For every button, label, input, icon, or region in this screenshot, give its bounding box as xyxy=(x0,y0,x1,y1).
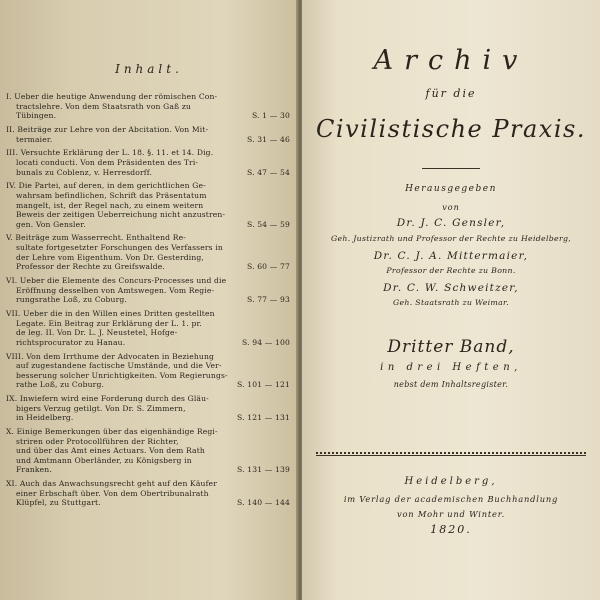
editor-name: Dr. C. J. A. Mittermaier, xyxy=(373,250,529,262)
table-of-contents xyxy=(6,92,290,512)
toc-line xyxy=(6,135,290,145)
toc-entry xyxy=(6,181,290,229)
toc-line-text: Beweis der zeitigen Ueberreichung nicht anzustren- xyxy=(16,210,226,220)
right-page-title xyxy=(302,0,600,600)
toc-line xyxy=(6,380,290,390)
issues-label: in drei Heften, xyxy=(380,362,522,373)
editor-title: Professor der Rechte zu Bonn. xyxy=(386,266,516,275)
toc-line xyxy=(6,168,290,178)
toc-line-text: termaier. xyxy=(16,134,53,144)
toc-line xyxy=(6,158,290,168)
toc-line-text: IV. Die Partei, auf deren, in dem gerichtlichen Ge- xyxy=(6,181,206,191)
toc-line xyxy=(6,262,290,272)
toc-line xyxy=(6,309,290,319)
toc-line xyxy=(6,465,290,475)
toc-entry xyxy=(6,233,290,271)
toc-entry xyxy=(6,479,290,508)
ornamental-rule xyxy=(316,452,586,454)
toc-line xyxy=(6,361,290,371)
toc-line xyxy=(6,413,290,423)
toc-line-text: III. Versuchte Erklärung der L. 18. §. 11. et 14. Dig. xyxy=(6,148,214,158)
toc-line xyxy=(6,319,290,329)
toc-line xyxy=(6,210,290,220)
toc-page-range: S. 140 — 144 xyxy=(237,498,290,508)
imprint-year: 1820. xyxy=(430,523,472,536)
toc-page-range: S. 131 — 139 xyxy=(237,465,290,475)
toc-line-text: bigers Verzug getilgt. Von Dr. S. Zimmern, xyxy=(16,403,186,413)
toc-page-range: S. 94 — 100 xyxy=(242,337,290,347)
volume-label: Dritter Band, xyxy=(387,337,515,357)
toc-line xyxy=(6,437,290,447)
herausgegeben-label: Herausgegeben xyxy=(405,184,497,194)
toc-line-text: in Heidelberg. xyxy=(16,413,74,423)
toc-page-range: S. 31 — 46 xyxy=(246,134,290,144)
contents-heading: Inhalt. xyxy=(115,62,183,76)
toc-page-range: S. 121 — 131 xyxy=(237,413,290,423)
toc-line xyxy=(6,276,290,286)
toc-line xyxy=(6,286,290,296)
editor-name: Dr. C. W. Schweitzer, xyxy=(383,282,519,294)
toc-page-range: S. 54 — 59 xyxy=(246,219,290,229)
editor-title: Geh. Justizrath und Professor der Rechte zu Heidelberg, xyxy=(330,234,572,243)
toc-entry xyxy=(6,394,290,423)
toc-line xyxy=(6,394,290,404)
imprint-publisher: im Verlag der academischen Buchhandlung xyxy=(343,494,559,504)
toc-line-text: VI. Ueber die Elemente des Concurs-Processes und die xyxy=(6,276,227,286)
toc-line-text: einer Erbschaft über. Von dem Obertribunalrath xyxy=(16,488,209,498)
toc-entry xyxy=(6,92,290,121)
editor-title: Geh. Staatsrath zu Weimar. xyxy=(392,298,510,307)
toc-line-text: VII. Ueber die in den Willen eines Dritten gestellten xyxy=(6,309,215,318)
toc-line xyxy=(6,102,290,112)
toc-line xyxy=(6,404,290,414)
toc-line-text: und Amtmann Oberländer, zu Königsberg in xyxy=(16,455,192,465)
toc-line-text: locati conducti. Von dem Präsidenten des Tri- xyxy=(16,157,199,167)
toc-page-range: S. 101 — 121 xyxy=(237,380,290,390)
toc-line-text: besserung solcher Unrichtigkeiten. Vom Regierungs- xyxy=(16,370,228,380)
toc-line xyxy=(6,243,290,253)
toc-line-text: Eröffnung desselben von Amtswegen. Vom Regie- xyxy=(16,285,215,295)
toc-line-text: Franken. xyxy=(16,465,52,475)
toc-line xyxy=(6,489,290,499)
title-fuer-die: für die xyxy=(425,87,477,100)
toc-line-text: Legate. Ein Beitrag zur Erklärung der L. 1. pr. xyxy=(16,318,202,328)
title-archiv: Archiv xyxy=(373,45,529,76)
toc-line xyxy=(6,328,290,338)
toc-line-text: I. Ueber die heutige Anwendung der römischen Con- xyxy=(6,92,218,101)
toc-line xyxy=(6,456,290,466)
toc-line-text: VIII. Von dem Irrthume der Advocaten in Beziehung xyxy=(6,351,214,361)
toc-line xyxy=(6,148,290,158)
toc-line xyxy=(6,295,290,305)
toc-line-text: Professor der Rechte zu Greifswalde. xyxy=(16,262,165,272)
toc-page-range: S. 1 — 30 xyxy=(251,111,290,121)
toc-line xyxy=(6,111,290,121)
toc-line xyxy=(6,233,290,243)
toc-page-range: S. 60 — 77 xyxy=(246,262,290,272)
editor-name: Dr. J. C. Gensler, xyxy=(396,217,506,229)
register-label: nebst dem Inhaltsregister. xyxy=(393,380,509,389)
toc-line-text: auf zugestandene factische Umstände, und die Ver- xyxy=(16,361,222,371)
toc-line xyxy=(6,253,290,263)
von-label: von xyxy=(442,203,460,212)
toc-line xyxy=(6,201,290,211)
left-page-contents xyxy=(0,0,298,600)
toc-line-text: rungsrathe Loß, zu Coburg. xyxy=(16,295,127,305)
toc-line-text: XI. Auch das Anwachsungsrecht geht auf den Käufer xyxy=(6,479,217,489)
toc-line xyxy=(6,92,290,102)
toc-line xyxy=(6,352,290,362)
toc-line-text: IX. Inwiefern wird eine Forderung durch des Gläu- xyxy=(6,394,209,404)
toc-entry xyxy=(6,148,290,177)
toc-line xyxy=(6,125,290,135)
toc-line-text: tractslehre. Von dem Staatsrath von Gaß zu xyxy=(16,101,192,111)
toc-line-text: bunals zu Coblenz, v. Herresdorff. xyxy=(16,167,153,177)
toc-line xyxy=(6,446,290,456)
toc-entry xyxy=(6,352,290,390)
ornamental-rule-line xyxy=(316,455,586,456)
toc-line-text: Klüpfel, zu Stuttgart. xyxy=(16,498,101,508)
toc-line xyxy=(6,371,290,381)
toc-line xyxy=(6,498,290,508)
toc-entry xyxy=(6,125,290,144)
toc-line-text: wahrsam befindlichen, Schrift das Präsentatum xyxy=(16,190,207,200)
toc-entry xyxy=(6,309,290,347)
toc-line-text: und über das Amt eines Actuars. Von dem Rath xyxy=(16,446,205,456)
toc-page-range: S. 47 — 54 xyxy=(246,167,290,177)
toc-line-text: mangelt, ist, der Regel nach, zu einem weitern xyxy=(16,200,204,210)
toc-line-text: X. Einige Bemerkungen über das eigenhändige Regi- xyxy=(6,427,218,437)
toc-line-text: V. Beiträge zum Wasserrecht. Enthaltend Re- xyxy=(6,233,186,243)
toc-line-text: der Lehre vom Eigenthum. Von Dr. Gesterding, xyxy=(16,252,204,262)
toc-line-text: rathe Loß, zu Coburg. xyxy=(16,380,105,390)
toc-line-text: gen. Von Gensler. xyxy=(16,219,86,229)
imprint-publisher-names: von Mohr und Winter. xyxy=(396,509,506,519)
toc-line-text: striren oder Protocollführen der Richter, xyxy=(16,436,179,446)
toc-line xyxy=(6,191,290,201)
imprint-place: Heidelberg, xyxy=(404,476,498,487)
toc-line xyxy=(6,427,290,437)
toc-page-range: S. 77 — 93 xyxy=(246,295,290,305)
title-main: Civilistische Praxis. xyxy=(316,115,586,143)
toc-line xyxy=(6,220,290,230)
toc-entry xyxy=(6,427,290,475)
toc-line-text: de leg. II. Von Dr. L. J. Neustetel, Hofge- xyxy=(16,328,178,338)
toc-line xyxy=(6,181,290,191)
toc-line-text: sultate fortgesetzter Forschungen des Verfassers in xyxy=(16,243,223,253)
toc-line-text: richtsprocurator zu Hanau. xyxy=(16,337,126,347)
toc-line xyxy=(6,479,290,489)
toc-line-text: Tübingen. xyxy=(16,111,57,121)
toc-line-text: II. Beiträge zur Lehre von der Abcitation. Von Mit- xyxy=(6,124,209,134)
toc-line xyxy=(6,338,290,348)
toc-entry xyxy=(6,276,290,305)
title-divider xyxy=(422,168,480,169)
